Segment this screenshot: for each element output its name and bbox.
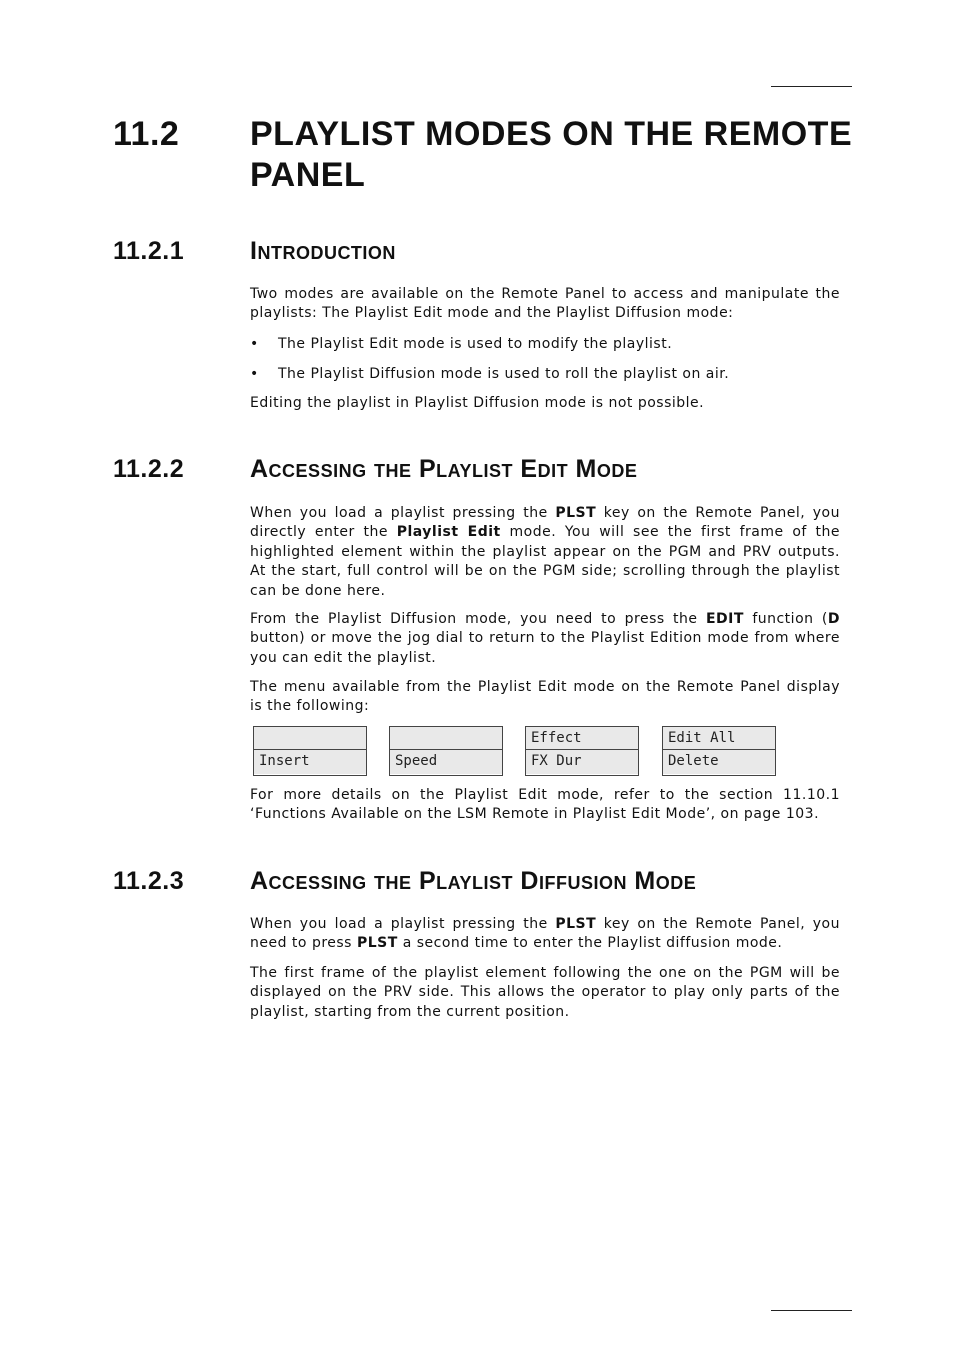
diffusion-mode-number: 11.2.3	[113, 867, 185, 895]
section-number: 11.2	[113, 115, 180, 153]
edit-mode-title: Accessing the Playlist Edit Mode	[250, 455, 638, 483]
remote-menu-key-1: Insert	[253, 726, 367, 776]
edit-mode-number: 11.2.2	[113, 455, 185, 483]
edit-mode-paragraph-2: From the Playlist Diffusion mode, you need to press the EDIT function (D button) or move the jog dial to return to the Playlist Edition mode from where you can edit the playlist.	[250, 611, 840, 666]
intro-paragraph: Two modes are available on the Remote Panel to access and manipulate the playlists: The Playlist Edit mode and the Playlist Diffusion mode:	[250, 286, 840, 322]
diffusion-mode-title: Accessing the Playlist Diffusion Mode	[250, 867, 697, 895]
edit-mode-reference: For more details on the Playlist Edit mode, refer to the section 11.10.1 ‘Functions Available on the LSM Remote in Playlist Edit Mode’, on page 103.	[250, 787, 840, 823]
remote-menu-key-4: Edit All Delete	[662, 726, 776, 776]
intro-number: 11.2.1	[113, 237, 185, 265]
diffusion-mode-paragraph-1: When you load a playlist pressing the PLST key on the Remote Panel, you need to press PLST a second time to enter the Playlist diffusion mode.	[250, 916, 840, 952]
edit-mode-paragraph-3: The menu available from the Playlist Edit mode on the Remote Panel display is the following:	[250, 679, 840, 715]
intro-title: Introduction	[250, 237, 396, 265]
remote-menu-key-3: Effect FX Dur	[525, 726, 639, 776]
diffusion-mode-paragraph-2: The first frame of the playlist element following the one on the PGM will be displayed on the PRV side. This allows the operator to play only parts of the playlist, starting from the current position.	[250, 965, 840, 1020]
footer-rule	[771, 1310, 852, 1311]
header-rule	[771, 86, 852, 87]
remote-menu-key-2: Speed	[389, 726, 503, 776]
section-title: PLAYLIST MODES ON THE REMOTE PANEL	[250, 115, 853, 194]
edit-mode-paragraph-1: When you load a playlist pressing the PLST key on the Remote Panel, you directly enter the Playlist Edit mode. You will see the first frame of the highlighted element within the playlist appear on the PGM and PRV outputs. At the start, full control will be on the PGM side; scrolling through the playlist can be done here.	[250, 505, 841, 599]
intro-note: Editing the playlist in Playlist Diffusion mode is not possible.	[250, 395, 705, 411]
